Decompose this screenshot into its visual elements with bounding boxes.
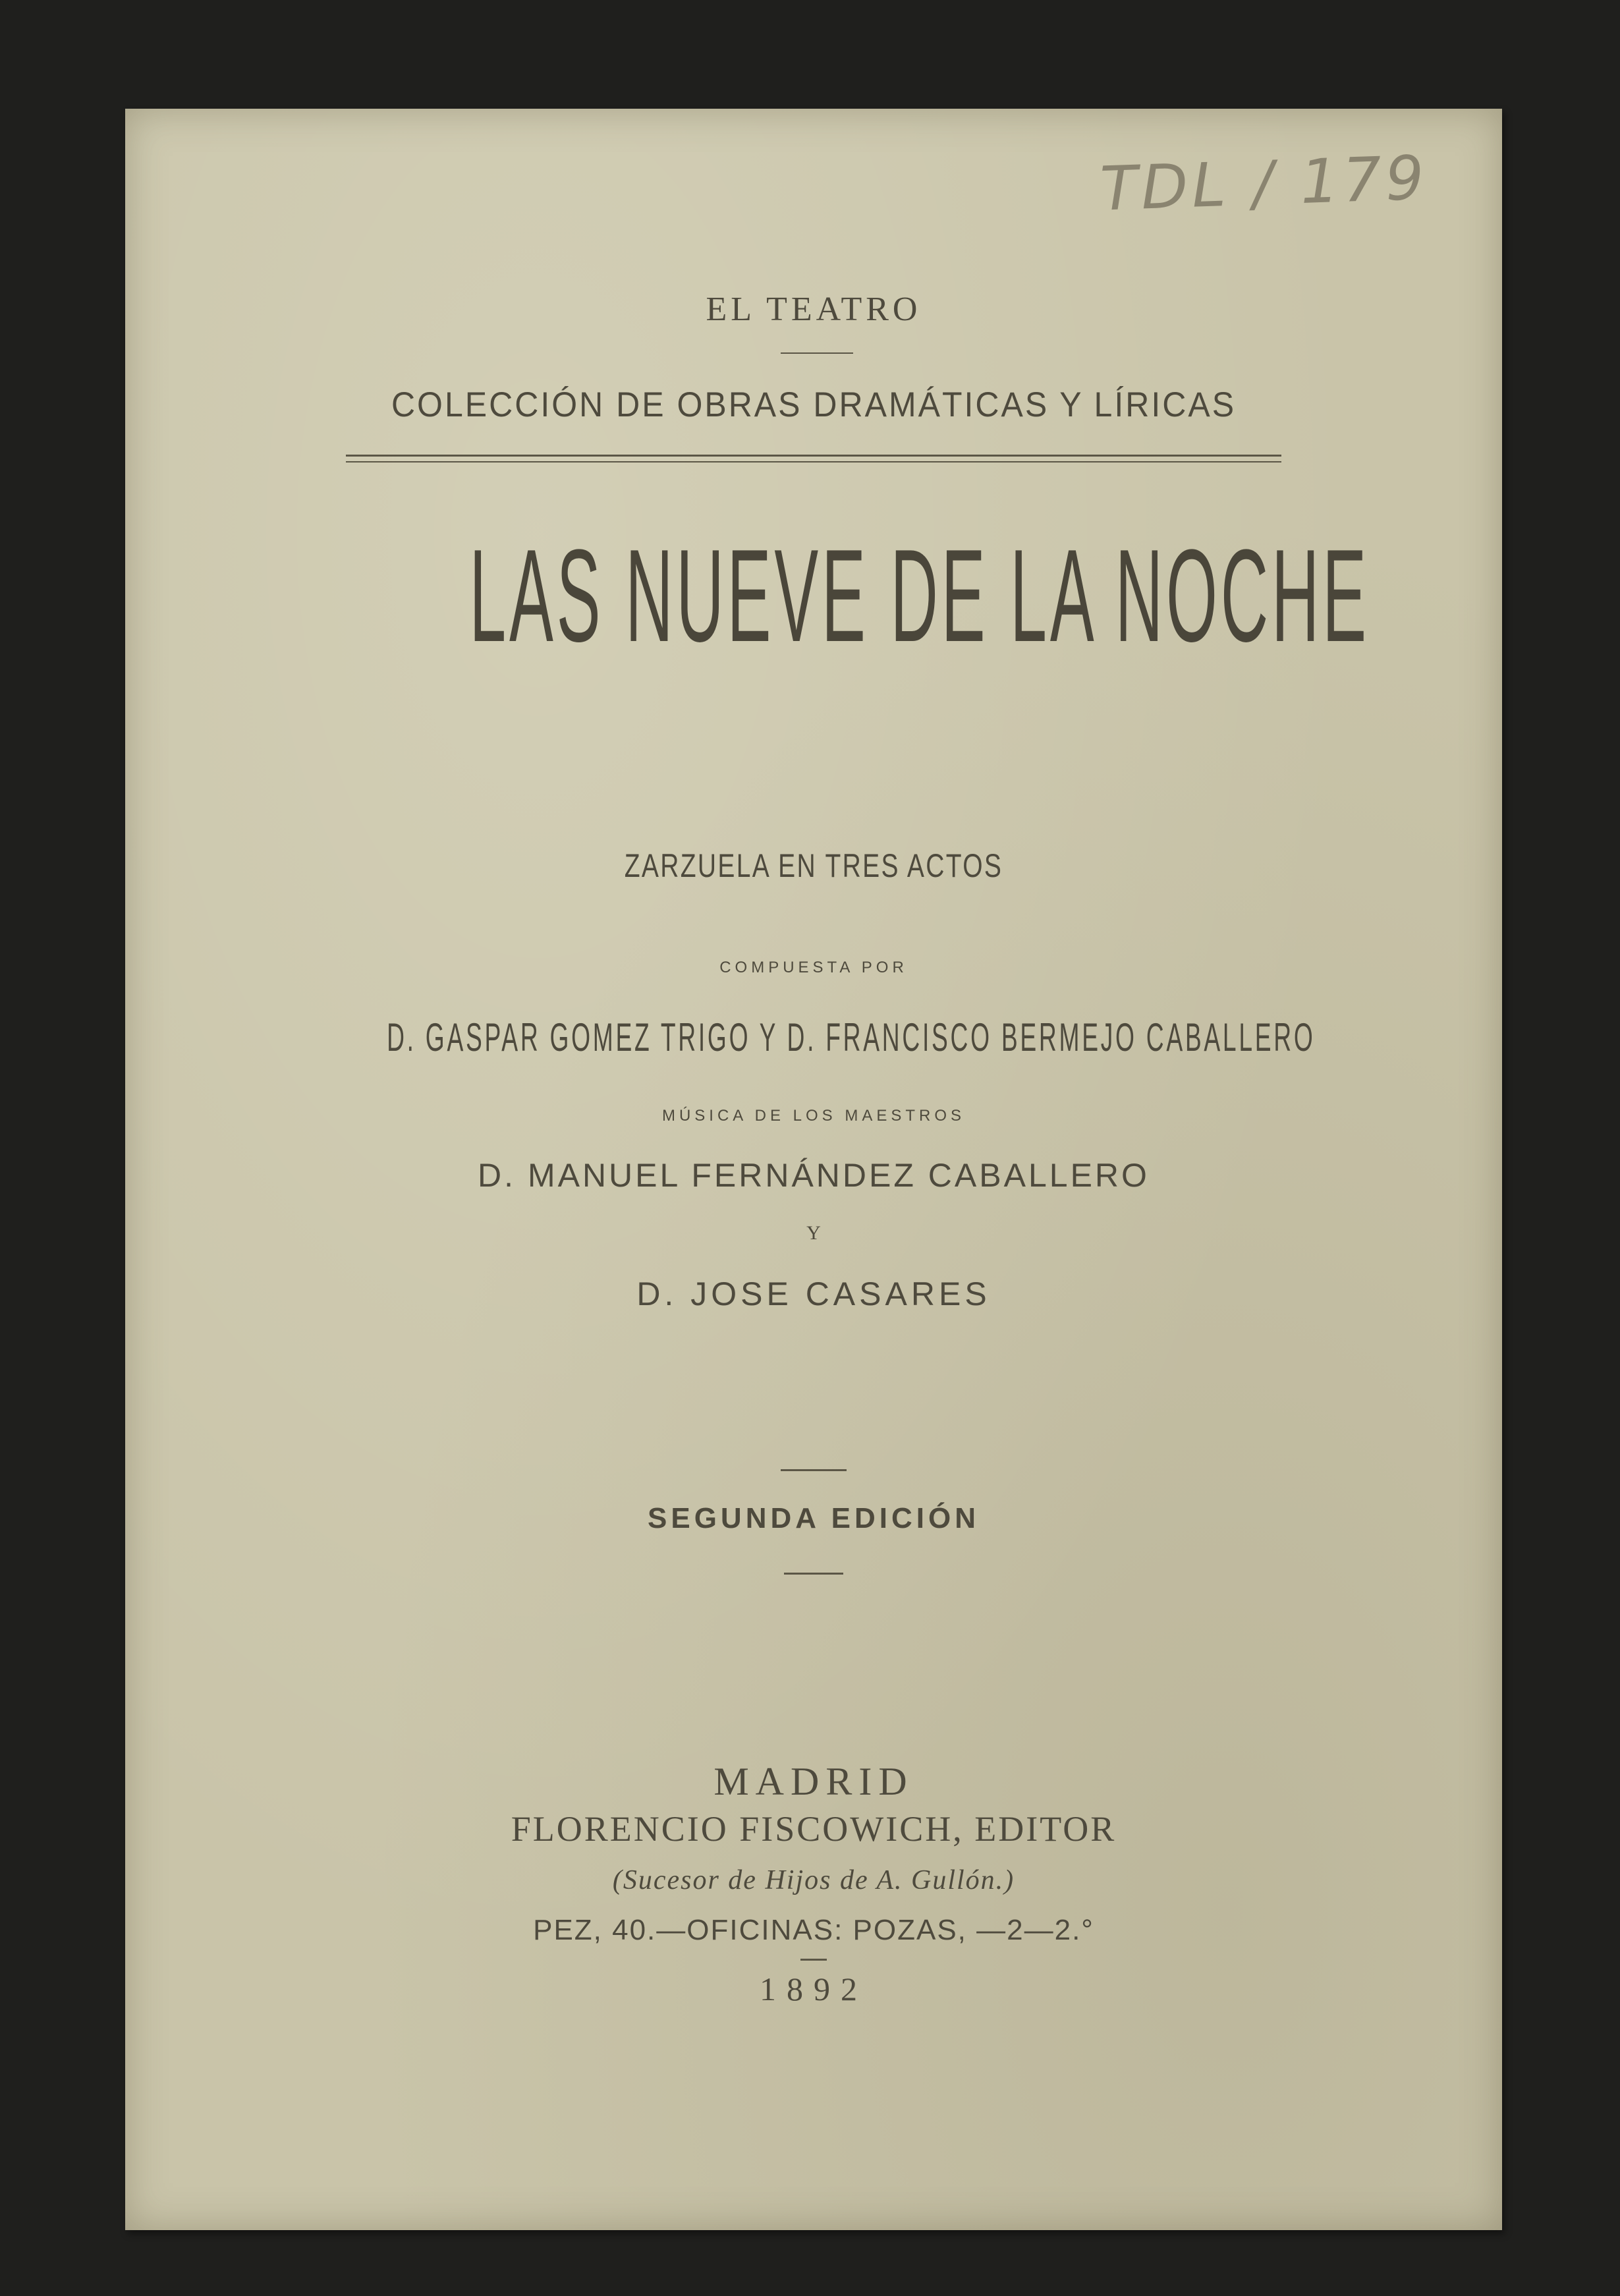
book-cover <box>125 109 1502 2230</box>
edition-rule-top <box>781 1469 847 1471</box>
edition-rule-bottom <box>784 1573 843 1575</box>
imprint-city: MADRID <box>713 1760 914 1803</box>
book-title: LAS NUEVE DE LA NOCHE <box>469 522 1370 669</box>
series-name: EL TEATRO <box>706 291 922 328</box>
conjunction: Y <box>806 1222 821 1244</box>
composer-1: D. MANUEL FERNÁNDEZ CABALLERO <box>478 1157 1150 1194</box>
series-divider <box>781 352 853 354</box>
publisher-address: PEZ, 40.—OFICINAS: POZAS, —2—2.° <box>533 1914 1094 1946</box>
composer-2: D. JOSE CASARES <box>636 1275 991 1312</box>
collection-rule-top <box>346 455 1281 457</box>
edition: SEGUNDA EDICIÓN <box>648 1502 980 1534</box>
handwritten-shelfmark: TDL / 179 <box>1099 142 1430 225</box>
year-rule <box>800 1959 827 1961</box>
successor-note: (Sucesor de Hijos de A. Gullón.) <box>612 1865 1015 1895</box>
book-subtitle: ZARZUELA EN TRES ACTOS <box>624 847 1003 884</box>
composed-by-label: COMPUESTA POR <box>719 959 908 976</box>
collection-rule-bottom <box>346 461 1281 462</box>
publisher: FLORENCIO FISCOWICH, EDITOR <box>511 1809 1117 1849</box>
authors: D. GASPAR GOMEZ TRIGO Y D. FRANCISCO BERMEJO CABALLERO <box>387 1015 1316 1059</box>
music-by-label: MÚSICA DE LOS MAESTROS <box>661 1107 966 1125</box>
collection-name: COLECCIÓN DE OBRAS DRAMÁTICAS Y LÍRICAS <box>391 385 1237 424</box>
publication-year: 1892 <box>760 1971 868 2007</box>
